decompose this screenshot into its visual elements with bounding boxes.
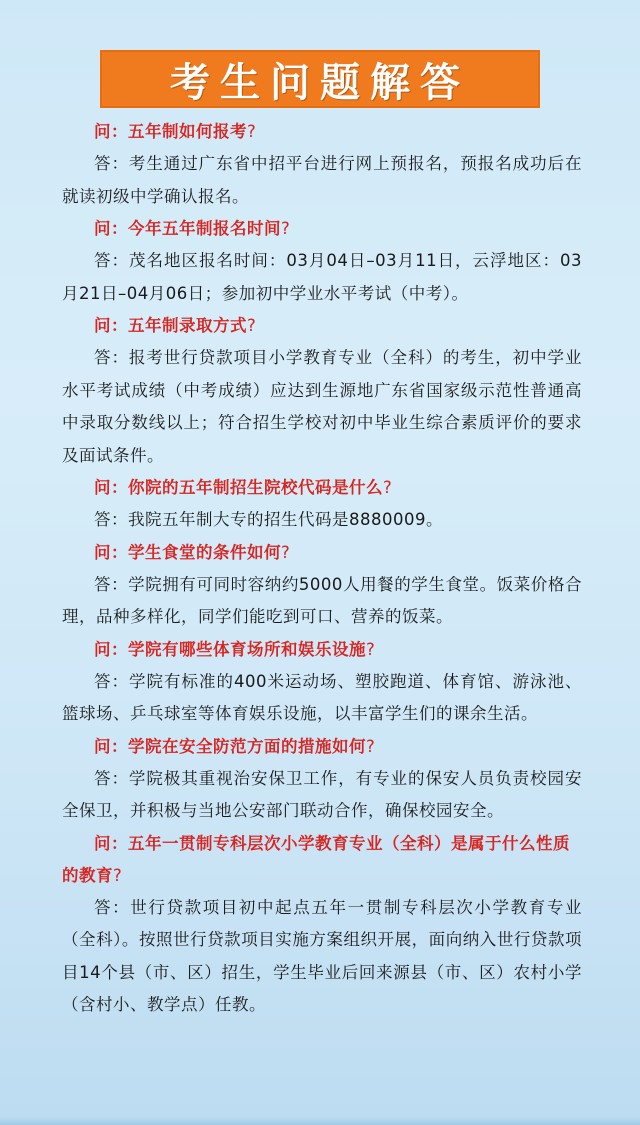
question-mark: ?	[281, 542, 291, 562]
question-text: 问：学院在安全防范方面的措施如何	[94, 736, 366, 756]
question-6	[62, 634, 582, 666]
answer-3: 答：报考世行贷款项目小学教育专业（全科）的考生，初中学业水平考试成绩（中考成绩）应达到生源地广东省国家级示范性普通高中录取分数线以上；符合招生学校对初中毕业生综合素质评价的要求及面试条件。	[62, 348, 582, 465]
question-mark: ?	[366, 639, 376, 659]
question-mark: ?	[383, 478, 393, 497]
question-text: 问：五年一贯制专科层次小学教育专业（全科）是属于什么性质的教育	[62, 833, 570, 885]
question-4	[62, 472, 582, 504]
answer-4: 答：我院五年制大专的招生代码是8880009。	[94, 510, 443, 529]
question-mark: ?	[247, 316, 257, 335]
question-mark: ?	[247, 122, 257, 141]
question-text: 问：学生食堂的条件如何	[94, 542, 281, 562]
question-text: 问：学院有哪些体育场所和娱乐设施	[94, 639, 366, 659]
answer-1: 答：考生通过广东省中招平台进行网上预报名，预报名成功后在就读初级中学确认报名。	[62, 154, 582, 206]
bottom-strip	[0, 1117, 640, 1125]
question-1	[62, 116, 582, 148]
question-text: 问：你院的五年制招生院校代码是什么	[94, 478, 383, 497]
answer-8: 答：世行贷款项目初中起点五年一贯制专科层次小学教育专业（全科）。按照世行贷款项目实施方案组织开展，面向纳入世行贷款项目14个县（市、区）招生，学生毕业后回来源县（市、区）农村小学（含村小、教学点）任教。	[62, 897, 582, 1014]
question-3	[62, 310, 582, 342]
question-5	[62, 537, 582, 569]
title-banner	[100, 50, 540, 108]
question-text: 问：今年五年制报名时间	[94, 219, 281, 238]
question-text: 问：五年制录取方式	[94, 316, 247, 335]
question-text: 问：五年制如何报考	[94, 122, 247, 141]
question-8	[62, 828, 582, 892]
answer-6: 答：学院有标准的400米运动场、塑胶跑道、体育馆、游泳池、篮球场、乒乓球室等体育娱乐设施，以丰富学生们的课余生活。	[62, 671, 582, 723]
question-mark: ?	[113, 865, 123, 885]
question-mark: ?	[281, 219, 291, 238]
question-2	[62, 213, 582, 245]
question-7	[62, 731, 582, 763]
answer-7: 答：学院极其重视治安保卫工作，有专业的保安人员负责校园安全保卫，并积极与当地公安部门联动合作，确保校园安全。	[62, 768, 582, 820]
question-mark: ?	[366, 736, 376, 756]
page-title: 考生问题解答	[170, 59, 470, 106]
answer-2: 答：茂名地区报名时间：03月04日–03月11日，云浮地区：03月21日–04月06日；参加初中学业水平考试（中考）。	[62, 251, 582, 303]
answer-5: 答：学院拥有可同时容纳约5000人用餐的学生食堂。饭菜价格合理，品种多样化，同学们能吃到可口、营养的饭菜。	[62, 574, 582, 626]
qa-list	[62, 116, 582, 1022]
